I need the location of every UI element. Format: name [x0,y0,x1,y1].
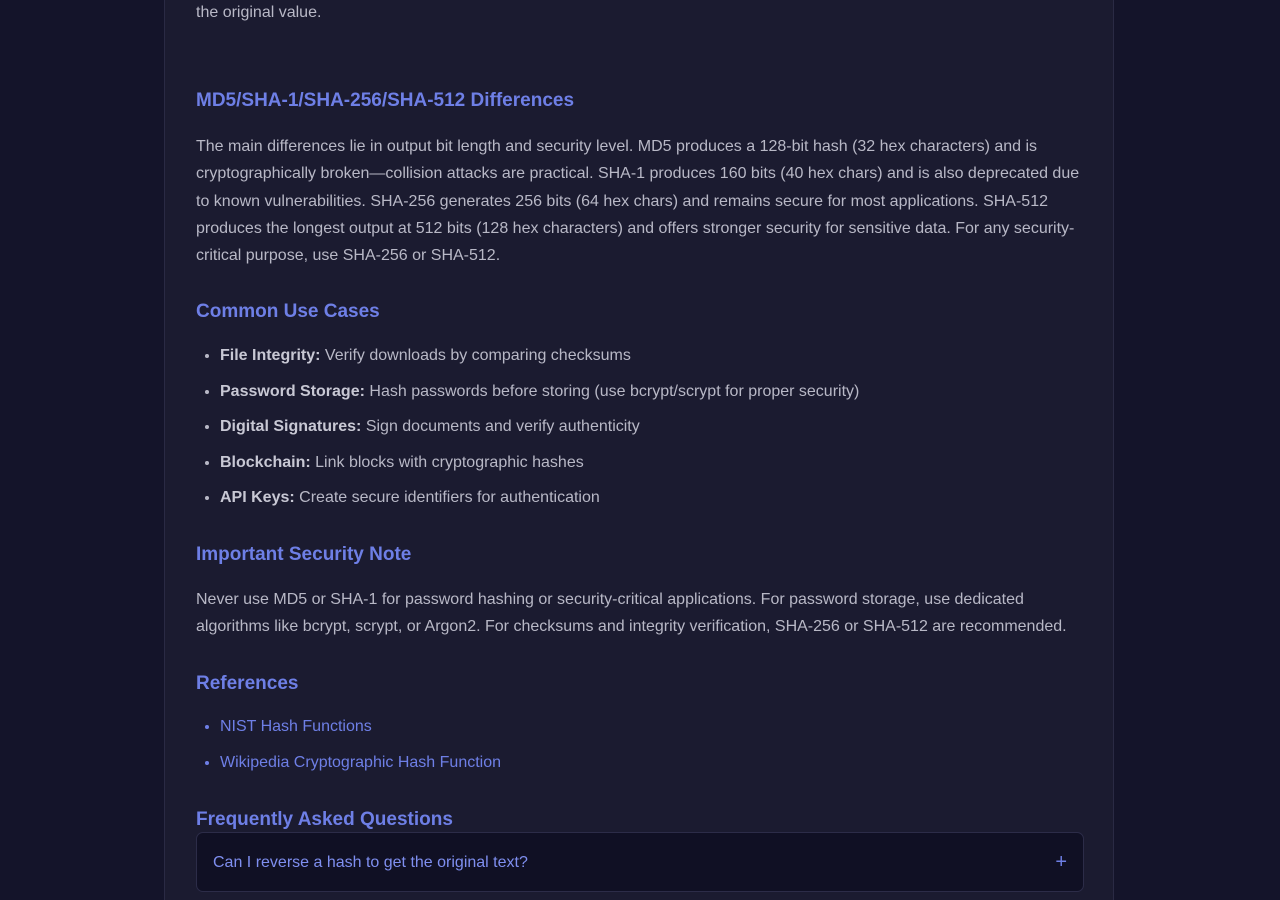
use-cases-heading: Common Use Cases [196,301,380,322]
use-cases-list [196,346,1085,524]
differences-section [196,133,1085,269]
security-note-section [196,586,1085,641]
references-section [196,717,1085,788]
list-item [220,488,1085,524]
use-case-term: File Integrity: [220,347,321,364]
article-card [164,0,1114,900]
use-case-term: API Keys: [220,489,295,506]
security-note-paragraph: Never use MD5 or SHA-1 for password hashing or security-critical applications. For password storage, use dedicated algorithms like bcrypt, scrypt, or Argon2. For checksums and integrity verification, SHA-256 or SHA-512 are recommended. [196,591,1067,636]
use-case-term: Password Storage: [220,382,365,400]
use-case-desc: Sign documents and verify authenticity [365,418,640,435]
reference-link-nist[interactable]: NIST Hash Functions [220,718,372,735]
use-cases-section [196,346,1085,524]
faq-item[interactable] [196,832,1084,892]
faq-heading: Frequently Asked Questions [196,809,453,830]
use-case-desc: Hash passwords before storing (use bcrypt/scrypt for proper security) [369,382,860,400]
use-case-desc: Link blocks with cryptographic hashes [315,453,584,471]
use-case-term: Blockchain: [220,453,311,471]
list-item [220,453,1085,489]
list-item [220,717,1085,753]
intro-paragraph: the original value. [196,4,322,22]
list-item [220,753,1085,789]
faq-question[interactable]: Can I reverse a hash to get the original text? [213,854,528,871]
list-item [220,346,1085,382]
plus-icon[interactable]: + [1055,851,1067,873]
security-note-heading: Important Security Note [196,544,412,565]
list-item [220,382,1085,418]
intro-section [196,0,1085,27]
differences-heading: MD5/SHA-1/SHA-256/SHA-512 Differences [196,90,575,111]
use-case-desc: Create secure identifiers for authentication [299,489,600,506]
list-item [220,417,1085,453]
differences-paragraph: The main differences lie in output bit length and security level. MD5 produces a 128-bit hash (32 hex characters) and is cryptographically broken—collision attacks are practical. SHA-1 produces 160 bits (40 hex chars) and is also deprecated due to known vulnerabilities. SHA-256 generates 256 bits (64 hex chars) and remains secure for most applications. SHA-512 produces the longest output at 512 bits (128 hex characters) and offers stronger security for sensitive data. For any security-critical purpose, use SHA-256 or SHA-512. [196,138,1080,265]
references-list [196,717,1085,788]
references-heading: References [196,673,299,694]
use-case-desc: Verify downloads by comparing checksums [324,347,631,364]
use-case-term: Digital Signatures: [220,418,362,435]
reference-link-wikipedia[interactable]: Wikipedia Cryptographic Hash Function [220,753,502,771]
